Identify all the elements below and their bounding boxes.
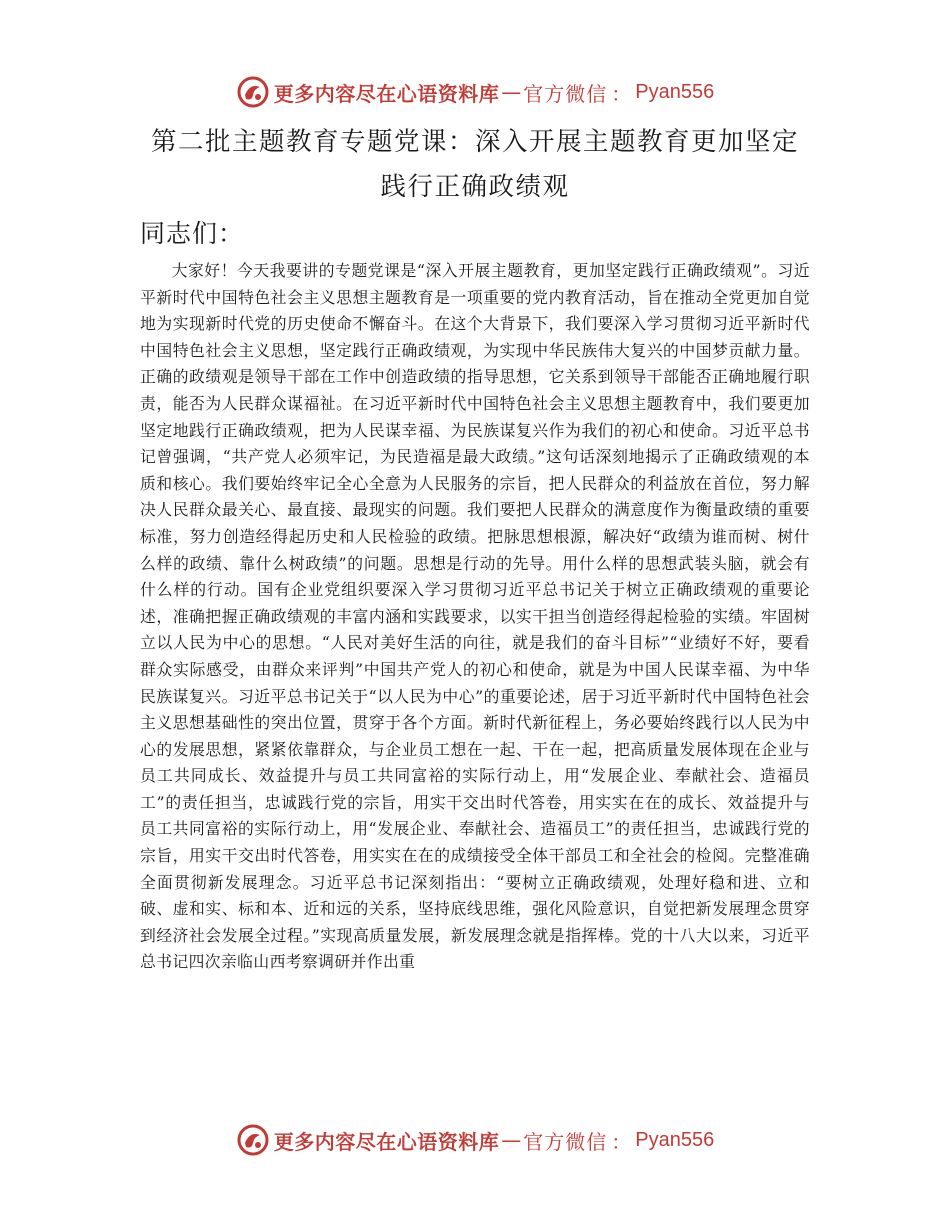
- swirl-logo-icon: [236, 1123, 270, 1157]
- footer-watermark-banner: [0, 1120, 950, 1160]
- banner-colon: ：: [611, 1129, 632, 1154]
- banner-library-text: 更多内容尽在心语资料库: [273, 81, 500, 106]
- banner-library-text: 更多内容尽在心语资料库: [273, 1129, 500, 1154]
- banner-wechat-id: Pyan556: [635, 80, 715, 103]
- body-paragraph: 大家好！今天我要讲的专题党课是“深入开展主题教育，更加坚定践行正确政绩观”。习近平新时代中国特色社会主义思想主题教育是一项重要的党内教育活动，旨在推动全党更加自觉地为实现新时代党的历史使命不懈奋斗。在这个大背景下，我们要深入学习贯彻习近平新时代中国特色社会主义思想，坚定践行正确政绩观，为实现中华民族伟大复兴的中国梦贡献力量。正确的政绩观是领导干部在工作中创造政绩的指导思想，它关系到领导干部能否正确地履行职责，能否为人民群众谋福祉。在习近平新时代中国特色社会主义思想主题教育中，我们要更加坚定地践行正确政绩观，把为人民谋幸福、为民族谋复兴作为我们的初心和使命。习近平总书记曾强调，“共产党人必须牢记，为民造福是最大政绩。”这句话深刻地揭示了正确政绩观的本质和核心。我们要始终牢记全心全意为人民服务的宗旨，把人民群众的利益放在首位，努力解决人民群众最关心、最直接、最现实的问题。我们要把人民群众的满意度作为衡量政绩的重要标准，努力创造经得起历史和人民检验的政绩。把脉思想根源，解决好“政绩为谁而树、树什么样的政绩、靠什么树政绩”的问题。思想是行动的先导。用什么样的思想武装头脑，就会有什么样的行动。国有企业党组织要深入学习贯彻习近平总书记关于树立正确政绩观的重要论述，准确把握正确政绩观的丰富内涵和实践要求，以实干担当创造经得起检验的实绩。牢固树立以人民为中心的思想。“人民对美好生活的向往，就是我们的奋斗目标”“业绩好不好，要看群众实际感受，由群众来评判”中国共产党人的初心和使命，就是为中国人民谋幸福、为中华民族谋复兴。习近平总书记关于“以人民为中心”的重要论述，居于习近平新时代中国特色社会主义思想基础性的突出位置，贯穿于各个方面。新时代新征程上，务必要始终践行以人民为中心的发展思想，紧紧依靠群众，与企业员工想在一起、干在一起，把高质量发展体现在企业与员工共同成长、效益提升与员工共同富裕的实际行动上，用“发展企业、奉献社会、造福员工”的责任担当，忠诚践行党的宗旨，用实干交出时代答卷，用实实在在的成长、效益提升与员工共同富裕的实际行动上，用“发展企业、奉献社会、造福员工”的责任担当，忠诚践行党的宗旨，用实干交出时代答卷，用实实在在的成绩接受全体干部员工和全社会的检阅。完整准确全面贯彻新发展理念。习近平总书记深刻指出：“要树立正确政绩观，处理好稳和进、立和破、虚和实、标和本、近和远的关系，坚持底线思维，强化风险意识，自觉把新发展理念贯穿到经济社会发展全过程。”实现高质量发展，新发展理念就是指挥棒。党的十八大以来，习近平总书记四次亲临山西考察调研并作出重: [140, 261, 810, 972]
- salutation: 同志们：: [140, 219, 245, 248]
- banner-colon: ：: [611, 81, 632, 106]
- banner-dash: —: [501, 80, 522, 104]
- banner-dash: —: [501, 1128, 522, 1152]
- banner-wechat-label: 官方微信: [523, 81, 608, 106]
- banner-wechat-label: 官方微信: [523, 1129, 608, 1154]
- header-watermark-banner: [0, 72, 950, 112]
- banner-wechat-id: Pyan556: [635, 1128, 715, 1151]
- document-title: 第二批主题教育专题党课：深入开展主题教育更加坚定践行正确政绩观: [150, 127, 799, 202]
- swirl-logo-icon: [236, 75, 270, 109]
